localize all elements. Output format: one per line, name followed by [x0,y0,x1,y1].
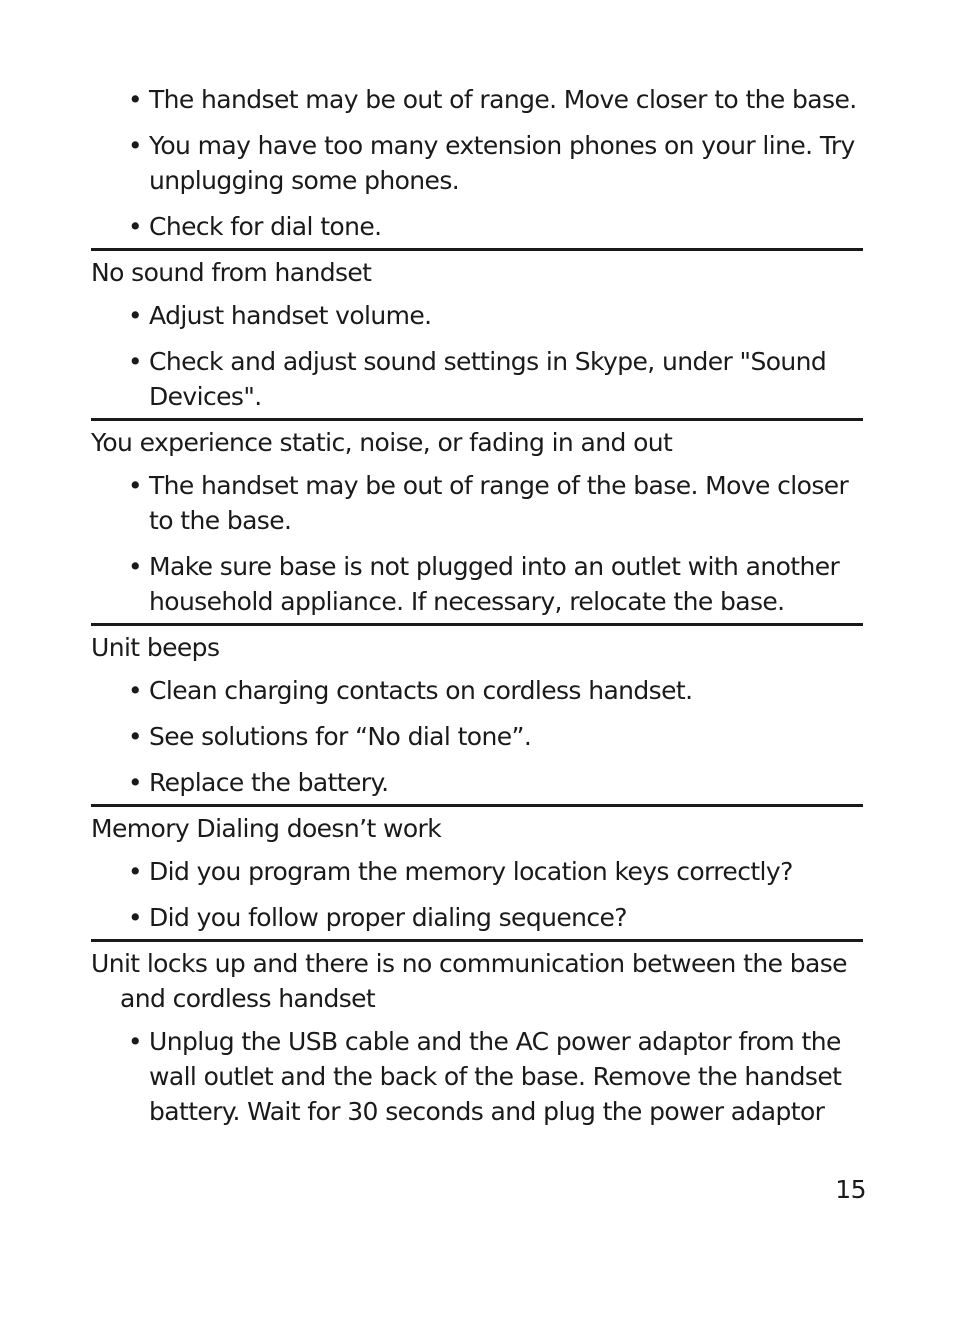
list-item [91,549,863,619]
section-heading: Unit locks up and there is no communication between the base and cordless handset [91,949,847,1013]
bullet-icon: • [127,212,143,241]
bullet-list [91,298,863,414]
list-item [91,719,863,754]
bullet-text: Make sure base is not plugged into an outlet with another household appliance. If necessary, relocate the base. [149,552,840,616]
list-item [91,1024,863,1129]
section-memory-dialing [91,811,863,935]
bullet-text: Adjust handset volume. [149,301,432,330]
bullet-text: The handset may be out of range of the base. Move closer to the base. [149,471,849,535]
bullet-text: Replace the battery. [149,768,389,797]
bullet-icon: • [127,676,143,705]
list-item [91,468,863,538]
bullet-icon: • [127,552,143,581]
list-item [91,854,863,889]
bullet-list [91,468,863,619]
section-divider [91,623,863,626]
bullet-text: Did you program the memory location keys correctly? [149,857,793,886]
bullet-text: Check for dial tone. [149,212,382,241]
section-unit-locks-up [91,946,863,1129]
bullet-text: See solutions for “No dial tone”. [149,722,532,751]
page-number: 15 [835,1175,866,1204]
section-unit-beeps [91,630,863,800]
section-heading: No sound from handset [91,258,372,287]
section-heading: You experience static, noise, or fading in and out [91,428,673,457]
bullet-list [91,82,863,244]
bullet-list [91,1024,863,1129]
list-item [91,765,863,800]
bullet-icon: • [127,85,143,114]
list-item [91,344,863,414]
bullet-text: Check and adjust sound settings in Skype, under "Sound Devices". [149,347,827,411]
bullet-icon: • [127,903,143,932]
bullet-text: Unplug the USB cable and the AC power adaptor from the wall outlet and the back of the base. Remove the handset battery. Wait for 30 seconds and plug the power adaptor [149,1027,842,1126]
bullet-icon: • [127,1027,143,1056]
section-heading: Memory Dialing doesn’t work [91,814,442,843]
list-item [91,900,863,935]
bullet-icon: • [127,857,143,886]
bullet-icon: • [127,471,143,500]
section-heading: Unit beeps [91,633,220,662]
bullet-icon: • [127,301,143,330]
list-item [91,673,863,708]
bullet-text: The handset may be out of range. Move closer to the base. [149,85,857,114]
section-divider [91,939,863,942]
list-item [91,82,863,117]
bullet-list [91,673,863,800]
list-item [91,128,863,198]
section-divider [91,248,863,251]
bullet-icon: • [127,722,143,751]
bullet-icon: • [127,768,143,797]
bullet-list [91,854,863,935]
section-divider [91,804,863,807]
troubleshooting-content [91,82,863,1133]
list-item [91,209,863,244]
bullet-text: You may have too many extension phones on your line. Try unplugging some phones. [149,131,855,195]
list-item [91,298,863,333]
section-divider [91,418,863,421]
section-continued [91,82,863,244]
bullet-icon: • [127,131,143,160]
bullet-text: Clean charging contacts on cordless handset. [149,676,693,705]
bullet-text: Did you follow proper dialing sequence? [149,903,627,932]
section-static-noise [91,425,863,619]
section-no-sound [91,255,863,414]
bullet-icon: • [127,347,143,376]
